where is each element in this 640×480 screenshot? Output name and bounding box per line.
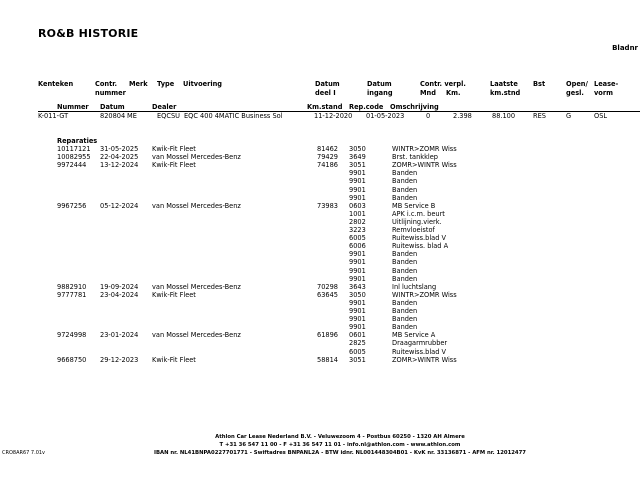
- header-merk: Merk: [129, 80, 148, 88]
- vehicle-contract: 820804: [100, 112, 126, 120]
- table-row: [0, 145, 640, 153]
- repair-code: 6005: [349, 234, 366, 243]
- repair-dealer: van Mossel Mercedes-Benz: [152, 282, 241, 291]
- repair-omschrijving: Banden: [392, 298, 418, 307]
- table-row: [0, 348, 640, 356]
- repair-dealer: Kwik-Fit Fleet: [152, 161, 196, 170]
- subheader-datum: Datum: [100, 103, 125, 111]
- vehicle-merk: ME: [127, 112, 137, 120]
- repair-omschrijving: Ruitewiss.blad V: [392, 234, 446, 243]
- table-row: [0, 258, 640, 266]
- repair-code: 9901: [349, 169, 366, 178]
- repair-code: 9901: [349, 185, 366, 194]
- repair-nummer: 9967256: [57, 201, 87, 210]
- repair-datum: 29-12-2023: [100, 355, 139, 364]
- repair-kmstand: 70298: [317, 282, 338, 291]
- repair-omschrijving: MB Service A: [392, 331, 436, 340]
- header-uitvoering: Uitvoering: [183, 80, 222, 88]
- repair-nummer: 10082955: [57, 153, 91, 162]
- footer-address: Athlon Car Lease Nederland B.V. - Veluwezoom 4 - Postbus 60250 - 1320 AH Almere: [215, 434, 465, 440]
- table-row: [0, 275, 640, 283]
- vehicle-open-gesloten: G: [566, 112, 572, 120]
- repair-omschrijving: Remvloeistof: [392, 226, 435, 234]
- repair-kmstand: 81462: [317, 145, 338, 153]
- header-mnd: Mnd: [420, 88, 436, 97]
- repair-dealer: van Mossel Mercedes-Benz: [152, 201, 241, 210]
- repair-code: 3643: [349, 282, 366, 291]
- vehicle-type: EQCSU: [157, 112, 180, 120]
- table-row: [0, 299, 640, 307]
- repair-omschrijving: Banden: [392, 274, 418, 283]
- repair-omschrijving: APK i.c.m. beurt: [392, 209, 445, 218]
- vehicle-kenteken: K-011-GT: [38, 112, 69, 120]
- repair-code: 9901: [349, 307, 366, 315]
- vehicle-datum-ingang: 01-05-2023: [366, 112, 405, 120]
- table-row: [0, 267, 640, 275]
- repair-code: 9901: [349, 193, 366, 202]
- repair-code: 3649: [349, 153, 366, 162]
- header-datum-deel1: Datum deel I: [315, 80, 340, 97]
- vehicle-datum-deel1: 11-12-2020: [314, 112, 353, 120]
- repair-code: 2825: [349, 339, 366, 348]
- table-row: [0, 153, 640, 161]
- page-number-label: Bladnr: [612, 44, 638, 52]
- header-open-gesloten: Open/ gesl.: [566, 80, 588, 97]
- repair-code: 2802: [349, 217, 366, 226]
- header-laatste-kmstand: Laatste km.stnd: [490, 80, 521, 97]
- vehicle-bst: RES: [533, 112, 546, 120]
- repair-code: 3223: [349, 226, 366, 234]
- repair-code: 9901: [349, 258, 366, 267]
- repair-code: 9901: [349, 274, 366, 283]
- repair-omschrijving: Banden: [392, 258, 418, 267]
- table-row: [0, 161, 640, 169]
- repair-kmstand: 63645: [317, 290, 338, 299]
- vehicle-mnd: 0: [426, 112, 431, 120]
- repair-code: 9901: [349, 315, 366, 324]
- repair-omschrijving: ZOMR>WINTR Wiss: [392, 355, 457, 364]
- repair-omschrijving: Draagarmrubber: [392, 339, 448, 348]
- repair-code: 3050: [349, 290, 366, 299]
- report-title: RO&B HISTORIE: [38, 27, 139, 40]
- repair-nummer: 9777781: [57, 290, 87, 299]
- repair-dealer: Kwik-Fit Fleet: [152, 290, 196, 299]
- table-row: [0, 250, 640, 258]
- table-row: [0, 194, 640, 202]
- repair-omschrijving: Ruitewiss. blad A: [392, 242, 449, 251]
- repair-code: 9901: [349, 323, 366, 332]
- repair-code: 9901: [349, 177, 366, 186]
- repair-omschrijving: Uitlijning.vierk.: [392, 217, 442, 226]
- repair-omschrijving: Banden: [392, 266, 418, 275]
- form-code: CRO8AR67 7.01v: [2, 450, 46, 456]
- repair-omschrijving: Ruitewiss.blad V: [392, 347, 446, 356]
- footer-contact: T +31 36 547 11 00 - F +31 36 547 11 01 - info.nl@athlon.com - www.athlon.com: [219, 442, 461, 448]
- repair-omschrijving: WINTR>ZOMR Wiss: [392, 290, 457, 299]
- repair-dealer: Kwik-Fit Fleet: [152, 355, 196, 364]
- footer-bank-details: IBAN nr. NL41BNPA0227701771 - Swiftadres BNPANL2A - BTW idnr. NL001448304B01 - KvK nr. 33136871 - AFM nr. 12012477: [154, 450, 526, 456]
- table-row: [0, 315, 640, 323]
- header-contract-nummer: Contr. nummer: [95, 80, 126, 97]
- repair-code: 0603: [349, 201, 366, 210]
- header-km: Km.: [446, 88, 461, 97]
- table-row: [0, 226, 640, 234]
- repair-kmstand: 58814: [317, 355, 338, 364]
- repair-code: 6005: [349, 347, 366, 356]
- repair-omschrijving: Banden: [392, 177, 418, 186]
- table-row: [0, 177, 640, 185]
- repair-omschrijving: Banden: [392, 193, 418, 202]
- table-row: [0, 202, 640, 210]
- subheader-omschrijving: Omschrijving: [390, 103, 439, 111]
- repair-kmstand: 79429: [317, 153, 338, 162]
- repair-omschrijving: Inl luchtslang: [392, 282, 437, 291]
- repair-omschrijving: WINTR>ZOMR Wiss: [392, 145, 457, 153]
- repair-code: 1001: [349, 209, 366, 218]
- repair-kmstand: 74186: [317, 161, 338, 170]
- repair-omschrijving: Banden: [392, 169, 418, 178]
- repair-omschrijving: Banden: [392, 250, 418, 259]
- repair-kmstand: 61896: [317, 331, 338, 340]
- repair-dealer: van Mossel Mercedes-Benz: [152, 331, 241, 340]
- header-leasevorm: Lease- vorm: [594, 80, 619, 97]
- repair-datum: 22-04-2025: [100, 153, 139, 162]
- table-row: [0, 323, 640, 331]
- table-row: [0, 186, 640, 194]
- repair-omschrijving: Banden: [392, 185, 418, 194]
- table-row: [0, 356, 640, 364]
- table-row: [0, 339, 640, 347]
- repair-datum: 23-01-2024: [100, 331, 139, 340]
- repair-code: 9901: [349, 266, 366, 275]
- subheader-nummer: Nummer: [57, 103, 89, 111]
- repair-code: 3050: [349, 145, 366, 153]
- repair-code: 6006: [349, 242, 366, 251]
- table-row: [0, 234, 640, 242]
- repair-dealer: van Mossel Mercedes-Benz: [152, 153, 241, 162]
- table-row: [0, 291, 640, 299]
- reparaties-heading: Reparaties: [57, 137, 98, 145]
- repair-datum: 19-09-2024: [100, 282, 139, 291]
- table-row: [0, 242, 640, 250]
- header-type: Type: [157, 80, 175, 88]
- header-contract-verplichting: Contr. verpl.: [420, 80, 466, 88]
- vehicle-laatste-kmstand: 88.100: [492, 112, 516, 120]
- repair-datum: 13-12-2024: [100, 161, 139, 170]
- subheader-repcode: Rep.code: [349, 103, 384, 111]
- repair-datum: 23-04-2024: [100, 290, 139, 299]
- repair-code: 3051: [349, 355, 366, 364]
- subheader-kmstand: Km.stand: [307, 103, 343, 111]
- repair-nummer: 9972444: [57, 161, 87, 170]
- vehicle-km: 2.398: [453, 112, 472, 120]
- repair-omschrijving: Banden: [392, 315, 418, 324]
- repair-kmstand: 73983: [317, 201, 338, 210]
- table-row: [0, 210, 640, 218]
- table-row: [0, 169, 640, 177]
- repair-omschrijving: ZOMR>WINTR Wiss: [392, 161, 457, 170]
- subheader-dealer: Dealer: [152, 103, 177, 111]
- table-row: [0, 307, 640, 315]
- repair-code: 3051: [349, 161, 366, 170]
- repair-code: 9901: [349, 298, 366, 307]
- repair-omschrijving: MB Service B: [392, 201, 436, 210]
- table-row: [0, 283, 640, 291]
- repair-omschrijving: Banden: [392, 307, 418, 315]
- repair-dealer: Kwik-Fit Fleet: [152, 145, 196, 153]
- repair-omschrijving: Banden: [392, 323, 418, 332]
- vehicle-leasevorm: OSL: [594, 112, 608, 120]
- table-row: [0, 331, 640, 339]
- repair-code: 9901: [349, 250, 366, 259]
- repair-omschrijving: Brst. tankklep: [392, 153, 438, 162]
- repair-nummer: 9668750: [57, 355, 87, 364]
- repair-nummer: 9724998: [57, 331, 87, 340]
- table-row: [0, 218, 640, 226]
- header-datum-ingang: Datum ingang: [367, 80, 393, 97]
- repair-datum: 31-05-2025: [100, 145, 139, 153]
- vehicle-uitvoering: EQC 400 4MATIC Business Sol: [184, 112, 283, 120]
- repair-code: 0601: [349, 331, 366, 340]
- repair-nummer: 9882910: [57, 282, 87, 291]
- repair-nummer: 10117121: [57, 145, 91, 153]
- header-kenteken: Kenteken: [38, 80, 74, 88]
- repair-datum: 05-12-2024: [100, 201, 139, 210]
- header-bst: Bst: [533, 80, 546, 88]
